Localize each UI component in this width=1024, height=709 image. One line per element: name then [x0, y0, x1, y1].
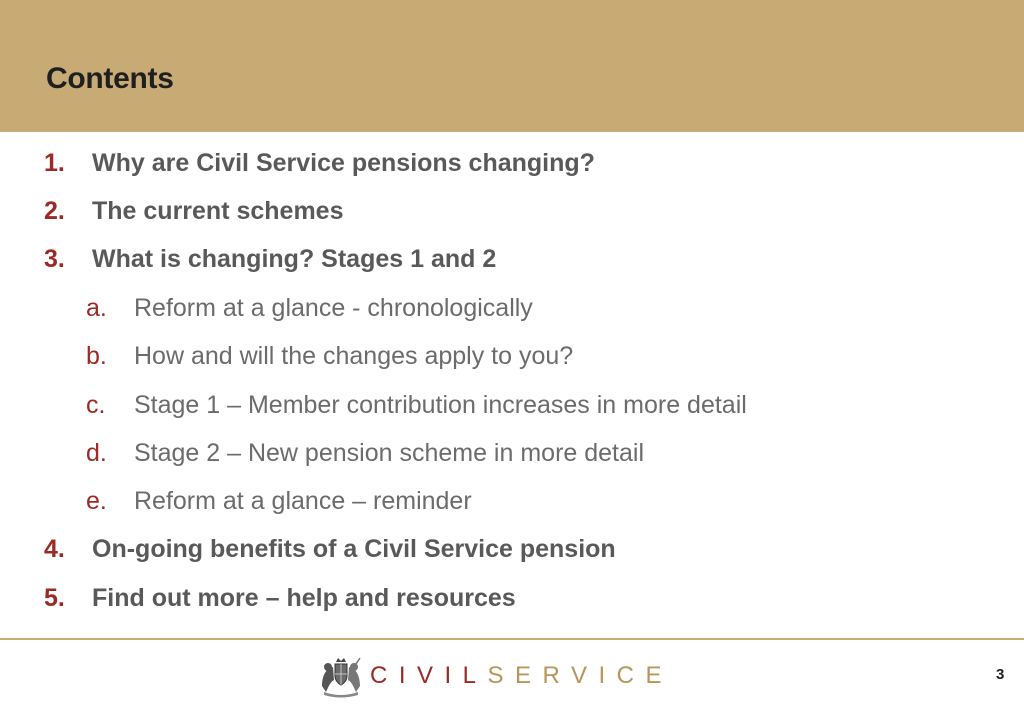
page-number: 3: [996, 666, 1005, 683]
toc-number: 1.: [44, 149, 65, 177]
page-title: Contents: [46, 62, 174, 95]
toc-letter: b.: [86, 342, 107, 370]
toc-number: 5.: [44, 584, 65, 612]
footer-divider: [0, 638, 1024, 640]
toc-text: What is changing? Stages 1 and 2: [92, 245, 497, 273]
toc-number: 2.: [44, 197, 65, 225]
toc-text: Why are Civil Service pensions changing?: [92, 149, 595, 177]
toc-text: Find out more – help and resources: [92, 584, 516, 612]
toc-text: The current schemes: [92, 197, 344, 225]
toc-letter: d.: [86, 439, 107, 467]
toc-text: On-going benefits of a Civil Service pension: [92, 535, 616, 563]
toc-letter: e.: [86, 487, 107, 515]
toc-number: 4.: [44, 535, 65, 563]
civil-service-wordmark: CIVILSERVICE: [370, 662, 673, 689]
toc-number: 3.: [44, 245, 65, 273]
toc-letter: c.: [86, 391, 106, 419]
toc-letter: a.: [86, 294, 107, 322]
royal-coat-of-arms-icon: [318, 656, 364, 698]
civil-service-logo: [318, 656, 673, 698]
toc-text: Stage 1 – Member contribution increases in more detail: [134, 391, 747, 419]
toc-text: How and will the changes apply to you?: [134, 342, 574, 370]
toc-text: Reform at a glance - chronologically: [134, 294, 533, 322]
toc-text: Stage 2 – New pension scheme in more detail: [134, 439, 645, 467]
toc-text: Reform at a glance – reminder: [134, 487, 472, 515]
